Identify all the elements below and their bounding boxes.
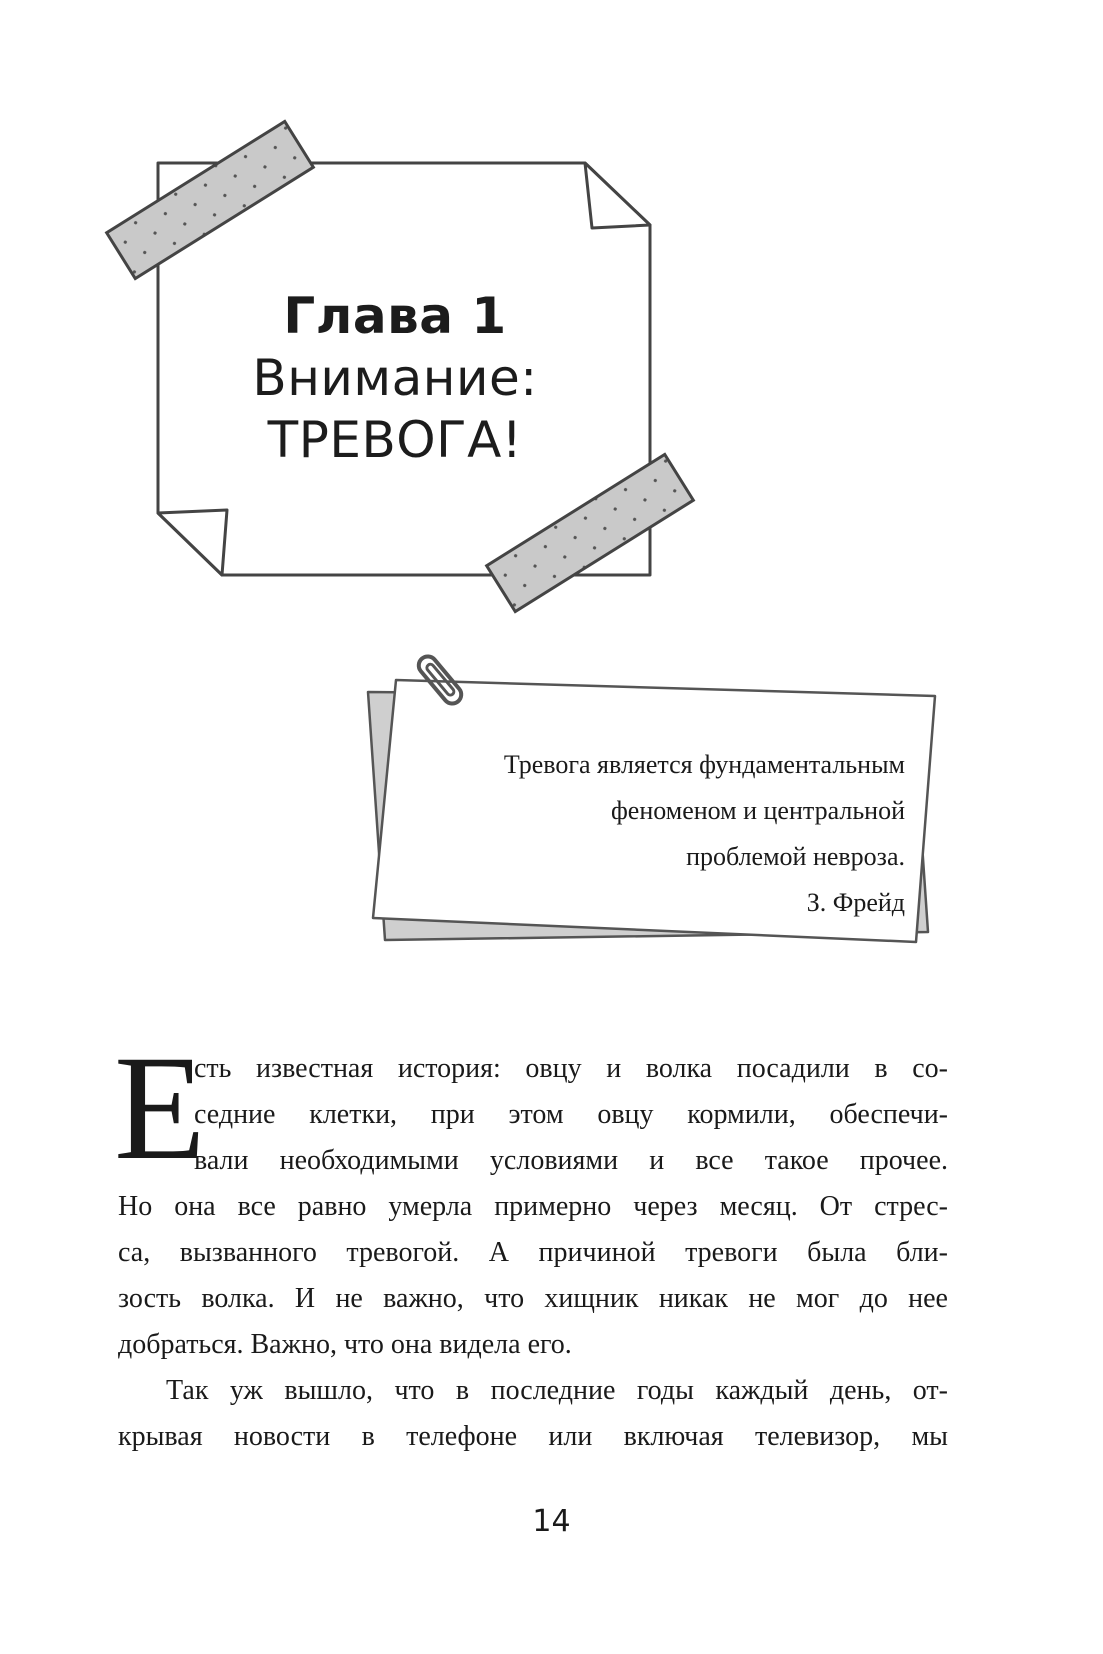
body-line: са, вызванного тревогой. А причиной тревоги была бли-: [118, 1237, 948, 1268]
epigraph-quote: [395, 742, 905, 926]
body-line: седние клетки, при этом овцу кормили, обеспечи-: [194, 1099, 948, 1130]
epigraph-author: З. Фрейд: [806, 888, 905, 917]
page-number: 14: [532, 1504, 571, 1539]
body-line: зость волка. И не важно, что хищник никак не мог до нее: [118, 1283, 948, 1314]
body-text: [118, 1046, 948, 1460]
body-line: добраться. Важно, что она видела его.: [118, 1329, 572, 1360]
body-line: Так уж вышло, что в последние годы каждый день, от-: [166, 1375, 948, 1406]
body-line: вали необходимыми условиями и все такое прочее.: [194, 1145, 948, 1176]
drop-cap-letter: Е: [114, 1025, 206, 1191]
body-line: крывая новости в телефоне или включая телевизор, мы: [118, 1421, 948, 1452]
epigraph-line: феноменом и центральной: [610, 796, 905, 825]
body-line: Но она все равно умерла примерно через месяц. От стрес-: [118, 1191, 948, 1222]
body-line: сть известная история: овцу и волка посадили в со-: [194, 1053, 948, 1084]
chapter-number: Глава 1: [283, 287, 507, 345]
chapter-title-line-1: Внимание:: [252, 349, 538, 407]
epigraph-line: проблемой невроза.: [686, 842, 905, 871]
epigraph-line: Тревога является фундаментальным: [503, 750, 905, 779]
chapter-heading: [155, 285, 635, 471]
chapter-title-line-2: ТРЕВОГА!: [267, 411, 523, 469]
